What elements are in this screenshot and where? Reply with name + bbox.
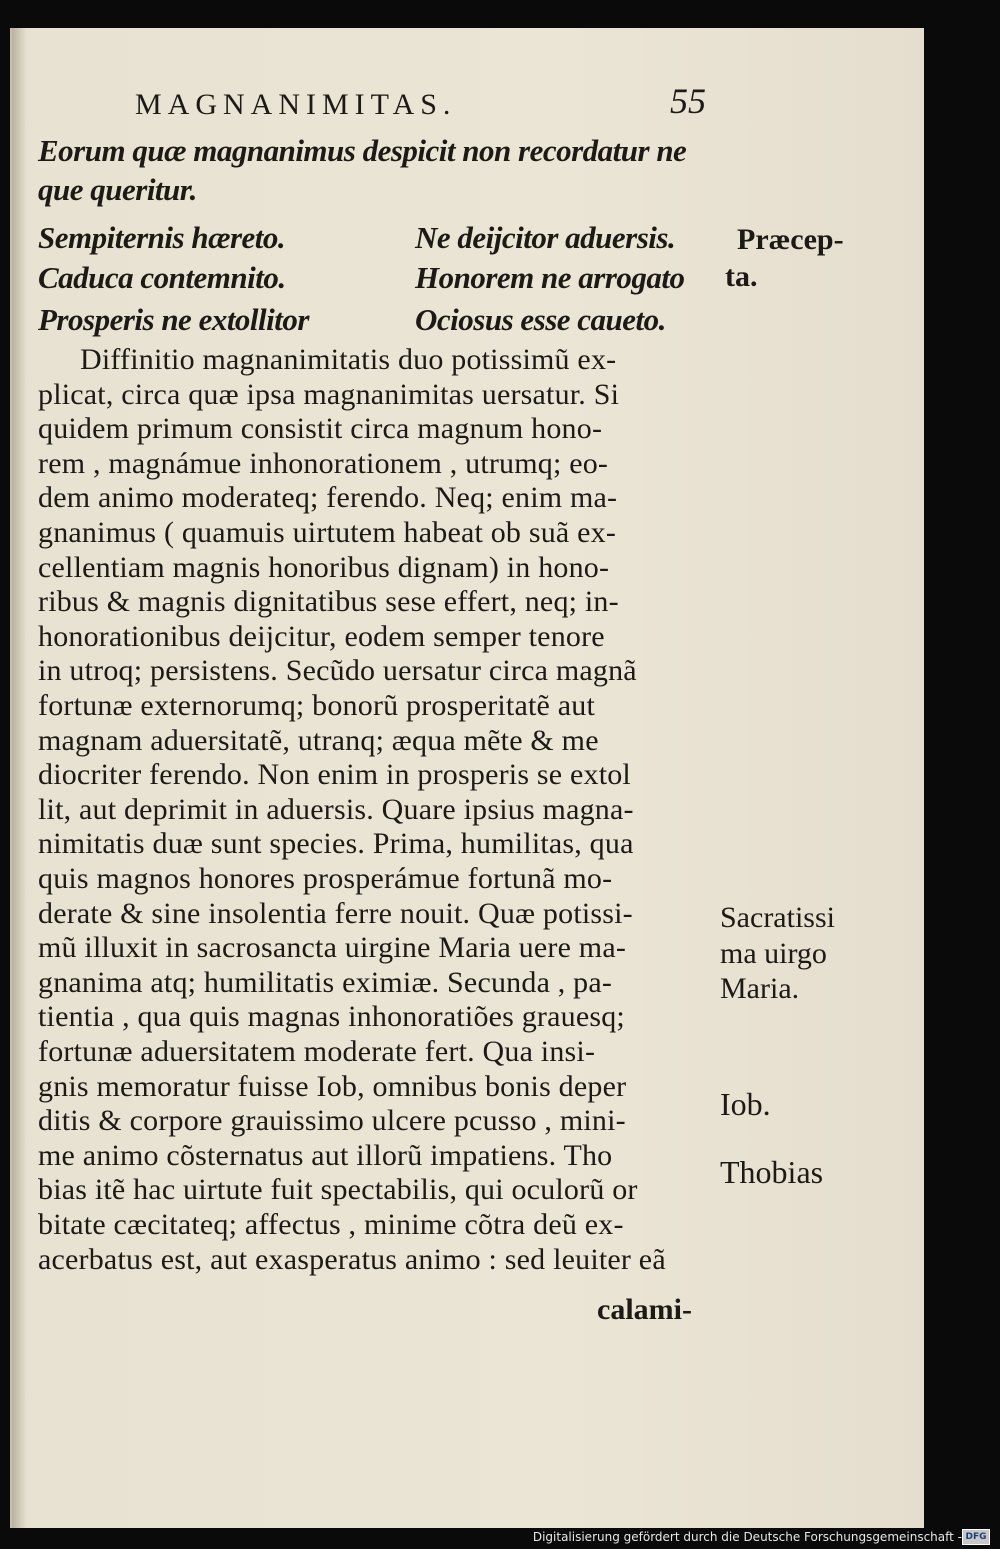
body-line: fortunæ externorumq; bonorũ prosperitatẽ aut [38, 689, 595, 722]
body-line: in utroq; persistens. Secũdo uersatur circa magnã [38, 654, 637, 687]
body-line: bias itẽ hac uirtute fuit spectabilis, qui oculorũ or [38, 1173, 638, 1206]
body-line: fortunæ aduersitatem moderate fert. Qua insi- [38, 1035, 596, 1068]
body-line: cellentiam magnis honoribus dignam) in hono- [38, 551, 610, 584]
margin-note-maria-3: Maria. [720, 972, 800, 1005]
body-line: Diffinitio magnanimitatis duo potissimũ ex- [80, 343, 617, 376]
body-line: ribus & magnis dignitatibus sese effert, neq; in- [38, 585, 619, 618]
margin-note-maria-1: Sacratissi [720, 901, 835, 934]
body-line: gnanima atq; humilitatis eximiæ. Secunda , pa- [38, 966, 613, 999]
margin-note-praecepta-1: Præcep- [737, 223, 844, 256]
body-line: ditis & corpore grauissimo ulcere pcusso , mini- [38, 1104, 626, 1137]
body-line: tientia , qua quis magnas inhonoratiões grauesq; [38, 1000, 625, 1033]
body-line: diocriter ferendo. Non enim in prosperis se extol [38, 758, 631, 791]
body-line: plicat, circa quæ ipsa magnanimitas uersatur. Si [38, 378, 620, 411]
body-line: magnam aduersitatẽ, utranq; æqua mẽte & me [38, 724, 599, 757]
page-number: 55 [670, 81, 706, 121]
body-line: honorationibus deijcitur, eodem semper tenore [38, 620, 605, 653]
body-line: acerbatus est, aut exasperatus animo : sed leuiter eã [38, 1243, 666, 1276]
body-line: gnanimus ( quamuis uirtutem habeat ob suã ex- [38, 516, 617, 549]
body-line: gnis memoratur fuisse Iob, omnibus bonis deper [38, 1070, 627, 1103]
body-line: derate & sine insolentia ferre nouit. Quæ potissi- [38, 897, 633, 930]
precept-left-1: Sempiternis hæreto. [38, 220, 286, 255]
catchword: calami- [597, 1293, 692, 1326]
margin-note-iob: Iob. [720, 1086, 771, 1122]
body-line: mũ illuxit in sacrosancta uirgine Maria uere ma- [38, 931, 627, 964]
body-line: bitate cæcitateq; affectus , minime cõtra deũ ex- [38, 1208, 624, 1241]
precept-left-3: Prosperis ne extollitor [38, 302, 309, 337]
body-line: quidem primum consistit circa magnum hono- [38, 412, 603, 445]
body-line: quis magnos honores prosperámue fortunã mo- [38, 862, 613, 895]
dfg-logo: DFG [962, 1529, 990, 1545]
body-line: nimitatis duæ sunt species. Prima, humilitas, qua [38, 827, 634, 860]
precept-left-2: Caduca contemnito. [38, 260, 286, 295]
intro-line-1: Eorum quæ magnanimus despicit non recordatur ne [38, 133, 687, 168]
margin-note-maria-2: ma uirgo [720, 937, 827, 970]
precept-right-1: Ne deijcitor aduersis. [415, 220, 676, 255]
body-line: lit, aut deprimit in aduersis. Quare ipsius magna- [38, 793, 634, 826]
margin-note-thobias: Thobias [720, 1154, 824, 1190]
digitization-credit: Digitalisierung gefördert durch die Deutsche Forschungsgemeinschaft - [532, 1530, 962, 1544]
body-line: me animo cõsternatus aut illorũ impatiens. Tho [38, 1139, 613, 1172]
precept-right-2: Honorem ne arrogato [415, 260, 685, 295]
precept-right-3: Ociosus esse caueto. [415, 302, 666, 337]
intro-line-2: que queritur. [38, 172, 197, 207]
body-line: dem animo moderateq; ferendo. Neq; enim ma- [38, 481, 618, 514]
body-line: rem , magnámue inhonorationem , utrumq; eo- [38, 447, 609, 480]
margin-note-praecepta-2: ta. [725, 260, 758, 293]
running-title: MAGNANIMITAS. [135, 88, 457, 121]
